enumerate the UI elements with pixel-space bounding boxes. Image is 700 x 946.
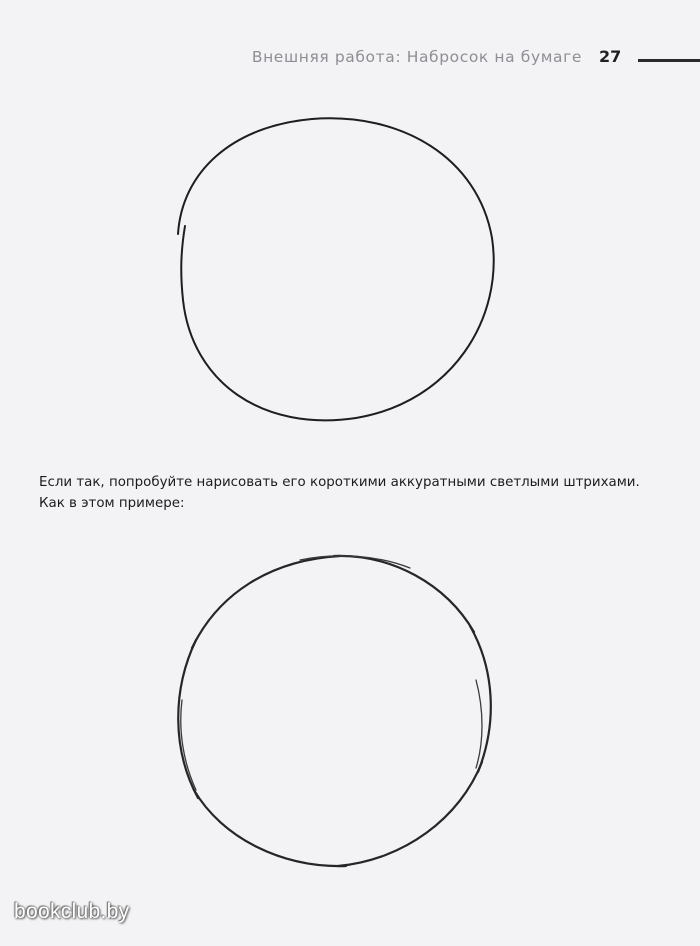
body-line-2: Как в этом примере: <box>39 496 185 511</box>
chapter-title: Внешняя работа: Набросок на бумаге <box>251 48 582 66</box>
site-watermark: bookclub.by <box>14 900 130 923</box>
body-paragraph <box>39 472 669 514</box>
short-stroke-circle-sketch <box>178 556 491 866</box>
page-number: 27 <box>599 47 622 66</box>
rough-circle-sketch <box>178 118 494 420</box>
body-line-1: Если так, попробуйте нарисовать его короткими аккуратными светлыми штрихами. <box>39 475 640 490</box>
